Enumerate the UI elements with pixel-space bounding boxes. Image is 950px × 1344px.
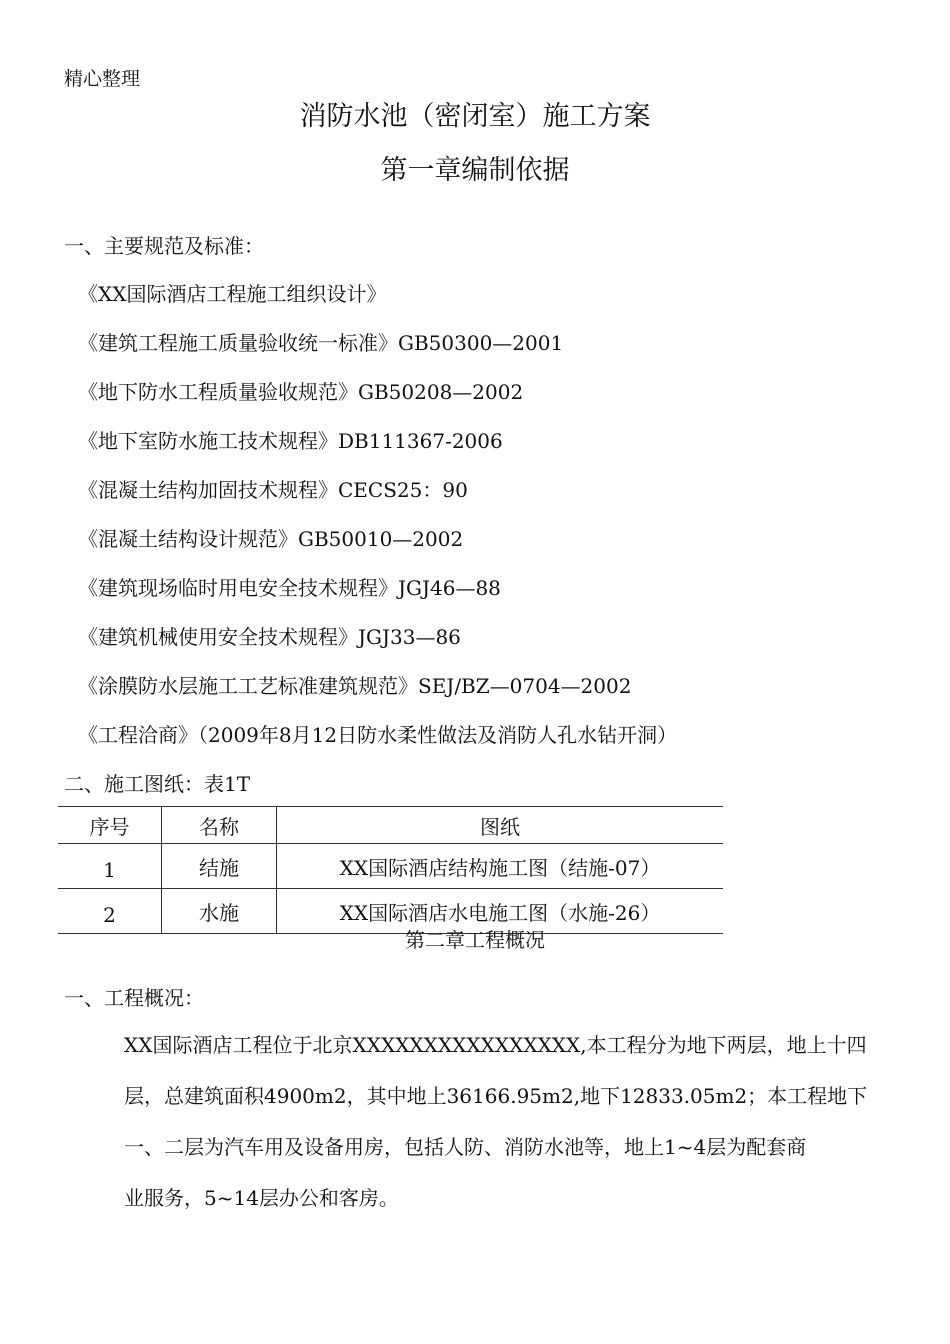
reference-item: 《混凝土结构加固技术规程》CECS25：90 (78, 478, 468, 502)
paragraph-line: XX国际酒店工程位于北京XXXXXXXXXXXXXXXX,本工程分为地下两层，地上十四 (124, 1033, 867, 1057)
overview-paragraph (64, 1020, 886, 1224)
drawings-table (58, 806, 723, 934)
reference-item: 《建筑现场临时用电安全技术规程》JGJ46—88 (78, 576, 501, 600)
reference-item: 《混凝土结构设计规范》GB50010—2002 (78, 527, 464, 551)
cell-drawing: XX国际酒店水电施工图（水施-26） (277, 889, 724, 934)
reference-item: 《工程洽商》（2009年8月12日防水柔性做法及消防人孔水钻开洞） (78, 723, 678, 747)
paragraph-line: 一、二层为汽车用及设备用房，包括人防、消防水池等，地上1~4层为配套商 (124, 1135, 807, 1159)
reference-item: 《地下防水工程质量验收规范》GB50208—2002 (78, 380, 524, 404)
section-2-heading: 二、施工图纸：表1T (64, 772, 251, 796)
chapter-2-title: 第二章工程概况 (405, 928, 545, 952)
chapter-1-title: 第一章编制依据 (380, 155, 570, 186)
header-cell-drawing: 图纸 (277, 807, 724, 844)
paragraph-line: 层，总建筑面积4900m2，其中地上36166.95m2,地下12833.05m2；本工程地下 (124, 1084, 868, 1108)
table-header-row (58, 807, 723, 844)
reference-item: 《建筑工程施工质量验收统一标准》GB50300—2001 (78, 331, 564, 355)
page-header: 精心整理 (64, 68, 141, 90)
table-row (58, 844, 723, 889)
cell-index: 2 (58, 889, 162, 934)
document-title: 消防水池（密闭室）施工方案 (299, 101, 651, 132)
overview-heading: 一、工程概况： (64, 986, 204, 1010)
cell-index: 1 (58, 844, 162, 889)
reference-item: 《地下室防水施工技术规程》DB111367-2006 (78, 429, 503, 453)
reference-item: 《XX国际酒店工程施工组织设计》 (78, 282, 387, 306)
reference-item: 《涂膜防水层施工工艺标准建筑规范》SEJ/BZ—0704—2002 (78, 674, 632, 698)
reference-item: 《建筑机械使用安全技术规程》JGJ33—86 (78, 625, 461, 649)
cell-name: 结施 (162, 844, 277, 889)
header-cell-name: 名称 (162, 807, 277, 844)
cell-drawing: XX国际酒店结构施工图（结施-07） (277, 844, 724, 889)
header-cell-index: 序号 (58, 807, 162, 844)
section-1-heading: 一、主要规范及标准： (64, 234, 264, 258)
cell-name: 水施 (162, 889, 277, 934)
paragraph-line: 业服务，5~14层办公和客房。 (124, 1186, 399, 1210)
